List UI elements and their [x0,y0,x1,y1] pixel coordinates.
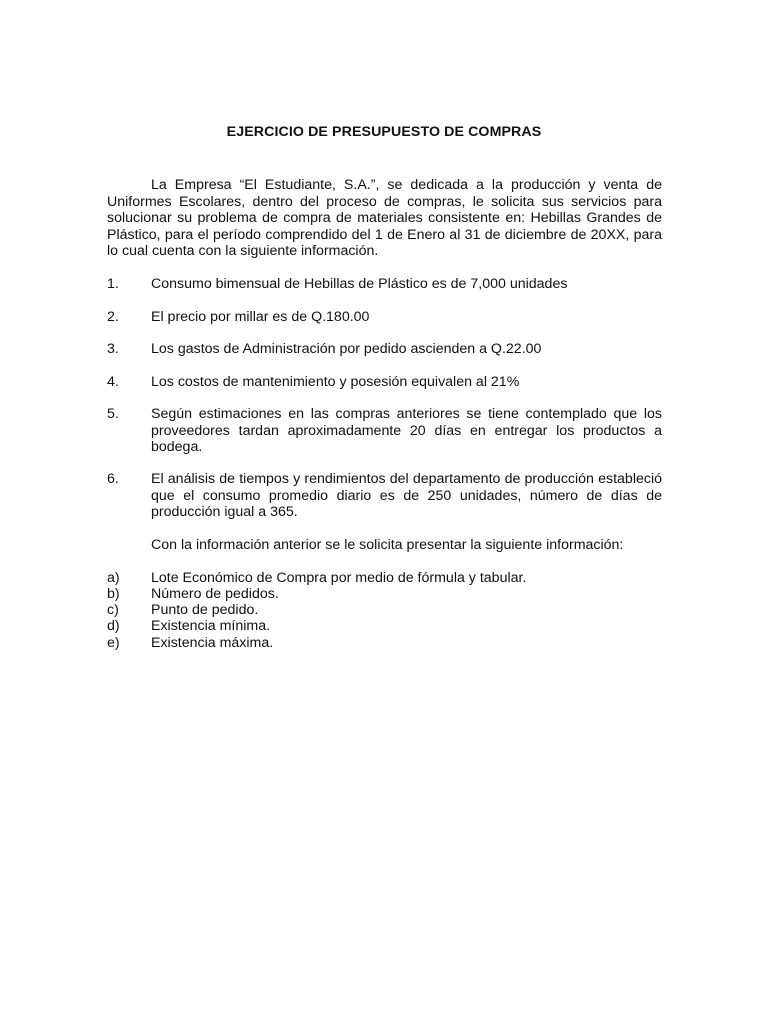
item-text: Los costos de mantenimiento y posesión equivalen al 21% [151,374,520,390]
item-number: 1. [107,276,119,292]
request-item-d [107,618,662,635]
request-letter: b) [107,586,120,602]
list-item-2 [107,309,662,326]
item-text: El análisis de tiempos y rendimientos del departamento de producción estableció que el consumo promedio diario es de 250 unidades, número de días de producción igual a 365. [151,471,662,520]
item-number: 3. [107,341,119,357]
item-text: Los gastos de Administración por pedido ascienden a Q.22.00 [151,341,542,357]
request-letter: c) [107,602,119,618]
item-text: El precio por millar es de Q.180.00 [151,309,370,325]
request-item-a [107,570,662,587]
request-text: Existencia mínima. [151,618,271,634]
item-text: Según estimaciones en las compras anteriores se tiene contemplado que los proveedores tardan aproximadamente 20 días en entregar los productos a bodega. [151,406,662,455]
request-text: Número de pedidos. [151,586,279,602]
conclusion-paragraph: Con la información anterior se le solicita presentar la siguiente información: [151,537,624,553]
request-item-c [107,602,662,619]
document-title: EJERCICIO DE PRESUPUESTO DE COMPRAS [226,124,542,140]
item-text: Consumo bimensual de Hebillas de Plástico es de 7,000 unidades [151,276,568,292]
list-item-4 [107,374,662,391]
request-letter: e) [107,635,120,651]
request-item-b [107,586,662,603]
request-letter: d) [107,618,120,634]
request-letter: a) [107,570,120,586]
list-item-5 [107,406,662,456]
item-number: 5. [107,406,119,422]
request-text: Lote Económico de Compra por medio de fórmula y tabular. [151,570,527,586]
list-item-1 [107,276,662,293]
request-text: Punto de pedido. [151,602,259,618]
intro-paragraph: La Empresa “El Estudiante, S.A.”, se dedicada a la producción y venta de Uniformes Escolares, dentro del proceso de compras, le solicita sus servicios para solucionar su problema de compra de materiales consistente en: Hebillas Grandes de Plástico, para el período comprendido del 1 de Enero al 31 de diciembre de 20XX, para lo cual cuenta con la siguiente información. [107,177,662,259]
list-item-6 [107,471,662,521]
request-item-e [107,635,662,652]
item-number: 6. [107,471,119,487]
request-text: Existencia máxima. [151,635,274,651]
item-number: 2. [107,309,119,325]
item-number: 4. [107,374,119,390]
list-item-3 [107,341,662,358]
